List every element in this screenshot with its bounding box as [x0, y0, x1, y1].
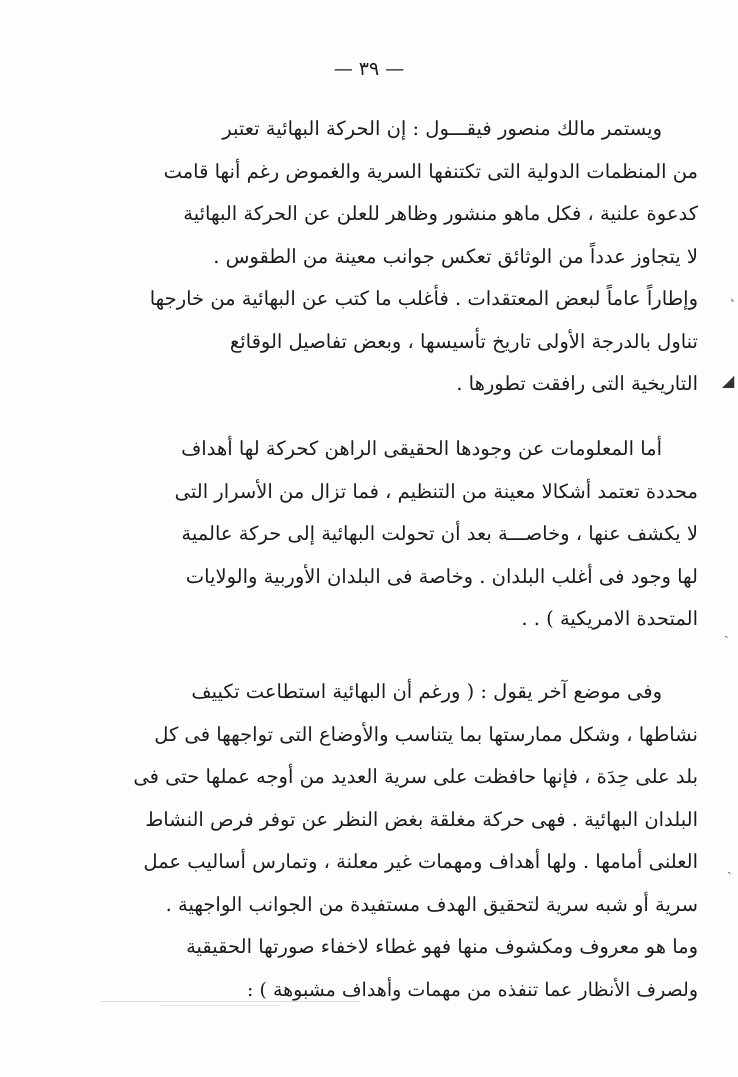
paragraph-line: سرية أو شبه سرية لتحقيق الهدف مستفيدة من الجوانب الواجهية .	[165, 892, 698, 916]
paragraph-2	[92, 428, 698, 641]
paragraph-line: بلد على حِدَة ، فإنها حافظت على سرية العديد من أوجه عملها حتى فى	[133, 765, 698, 788]
paragraph-line: وإطاراً عاماً لبعض المعتقدات . فأغلب ما كتب عن البهائية من خارجها	[149, 287, 698, 310]
paragraph-line: لا يتجاوز عدداً من الوثائق تعكس جوانب معينة من الطقوس .	[213, 244, 698, 268]
paragraph-line: لا يكشف عنها ، وخاصـــة بعد أن تحولت البهائية إلى حركة عالمية	[181, 522, 698, 545]
scan-speck: ◢	[722, 371, 735, 390]
page-number: — ٣٩ —	[333, 58, 405, 80]
paragraph-1	[92, 108, 698, 406]
paragraph-line: ويستمر مالك منصور فيقـــول : إن الحركة البهائية تعتبر	[222, 117, 662, 140]
scan-speck: ˏ	[724, 623, 729, 639]
paragraph-line: العلنى أمامها . ولها أهداف ومهمات غير معلنة ، وتمارس أساليب عمل	[143, 850, 698, 873]
paragraph-line: وفى موضع آخر يقول : ( ورغم أن البهائية استطاعت تكييف	[191, 680, 662, 703]
paragraph-line: ولصرف الأنظار عما تنفذه من مهمات وأهداف مشبوهة ) :	[247, 978, 698, 1001]
paragraph-3	[92, 671, 698, 1011]
paragraph-line: البلدان البهائية . فهى حركة مغلقة بغض النظر عن توفر فرص النشاط	[145, 807, 698, 831]
scan-speck: ˏ	[727, 859, 732, 875]
paragraph-line: تناول بالدرجة الأولى تاريخ تأسيسها ، وبعض تفاصيل الوقائع	[229, 329, 698, 353]
paragraph-line: نشاطها ، وشكل ممارستها بما يتناسب والأوضاع التى تواجهها فى كل	[154, 722, 698, 746]
paragraph-line: التاريخية التى رافقت تطورها .	[456, 372, 698, 395]
paragraph-line: محددة تعتمد أشكالا معينة من التنظيم ، فما تزال من الأسرار التى	[174, 479, 698, 503]
paragraph-line: وما هو معروف ومكشوف منها فهو غطاء لاخفاء صورتها الحقيقية	[186, 935, 698, 958]
scan-speck: ˛	[729, 287, 736, 303]
paragraph-line: من المنظمات الدولية التى تكتنفها السرية والغموض رغم أنها قامت	[163, 159, 698, 183]
paragraph-line: المتحدة الامريكية ) . .	[521, 607, 698, 630]
paragraph-line: كدعوة علنية ، فكل ماهو منشور وظاهر للعلن عن الحركة البهائية	[183, 202, 698, 225]
paragraph-line: أما المعلومات عن وجودها الحقيقى الراهن كحركة لها أهداف	[181, 437, 662, 460]
scan-noise-line	[160, 1005, 280, 1006]
paragraph-line: لها وجود فى أغلب البلدان . وخاصة فى البلدان الأوربية والولايات	[185, 564, 698, 588]
scan-noise-line	[100, 1001, 360, 1002]
